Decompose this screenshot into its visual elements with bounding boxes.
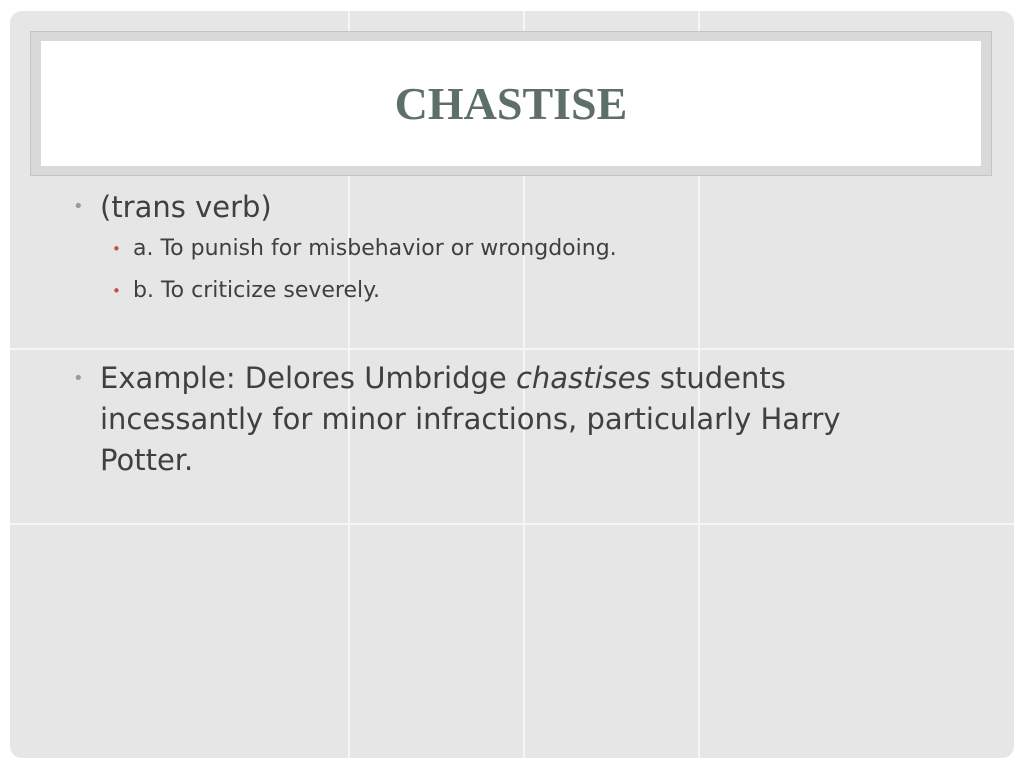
- sub-bullet-dot-icon: •: [112, 282, 121, 300]
- sub-bullet-text: b. To criticize severely.: [133, 278, 381, 303]
- example-suffix: students incessantly for minor infractions, particularly Harry Potter.: [100, 361, 841, 477]
- sub-bullet-dot-icon: •: [112, 240, 121, 258]
- bullet-dot-icon: •: [73, 368, 84, 389]
- bullet-example: [73, 358, 930, 481]
- bullet-part-of-speech: [73, 187, 272, 227]
- example-prefix: Example: Delores Umbridge: [100, 361, 516, 395]
- sub-bullet-definition-a: [112, 234, 617, 264]
- bullet-text: (trans verb): [100, 190, 272, 224]
- bullet-dot-icon: •: [73, 196, 84, 217]
- slide: [10, 11, 1014, 758]
- slide-content: [10, 11, 1014, 758]
- example-emphasis: chastises: [515, 361, 651, 395]
- sub-bullet-text: a. To punish for misbehavior or wrongdoing.: [133, 236, 617, 261]
- sub-bullet-definition-b: [112, 276, 381, 306]
- slide-title: CHASTISE: [394, 78, 628, 129]
